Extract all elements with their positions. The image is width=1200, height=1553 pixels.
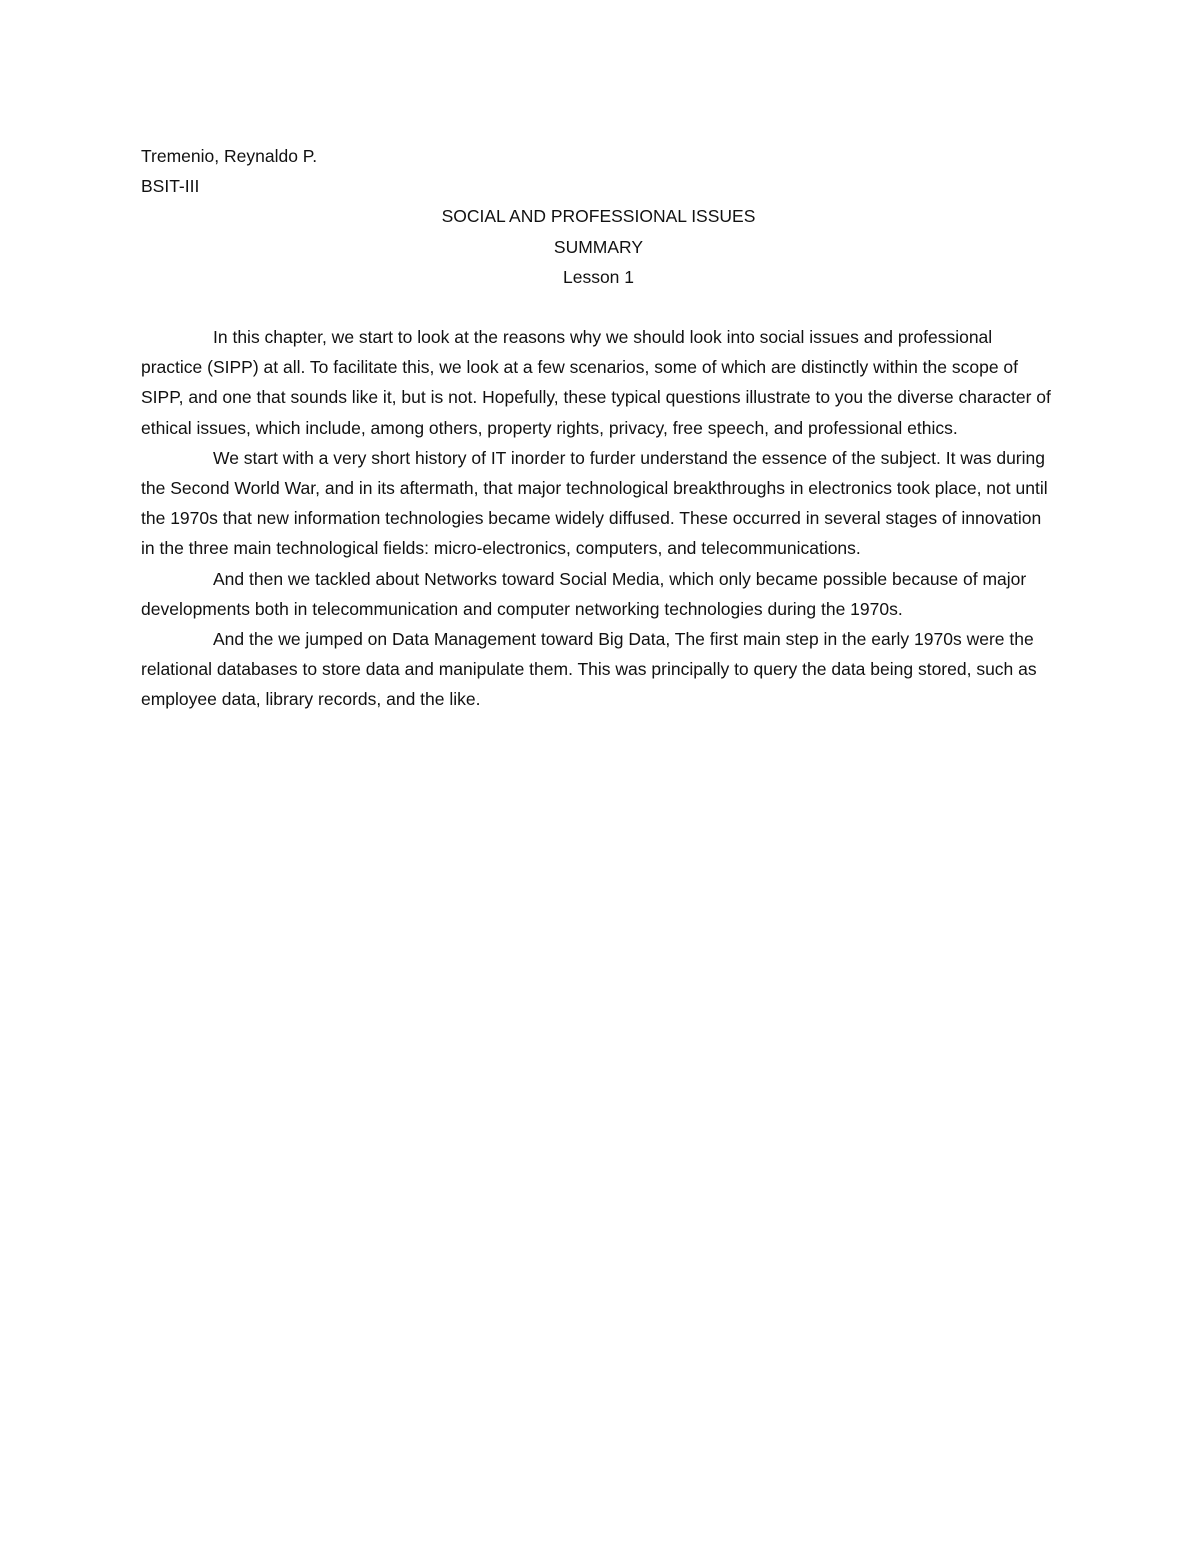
summary-paragraph-3: And then we tackled about Networks toward Social Media, which only became possible because of major developments both in telecommunication and computer networking technologies during the 1970s. xyxy=(141,568,1027,619)
blank-line xyxy=(141,292,1056,322)
document-title: SOCIAL AND PROFESSIONAL ISSUES xyxy=(441,206,756,227)
summary-body xyxy=(141,322,1056,715)
lesson-label: Lesson 1 xyxy=(562,266,635,287)
summary-paragraph-1: In this chapter, we start to look at the reasons why we should look into social issues and professional practice (SIPP) at all. To facilitate this, we look at a few scenarios, some of which are distinctly within the scope of SIPP, and one that sounds like it, but is not. Hopefully, these typical questions illustrate to you the diverse character of ethical issues, which include, among others, property rights, privacy, free speech, and professional ethics. xyxy=(141,327,1051,438)
document-content xyxy=(141,141,1056,715)
course-label: BSIT-III xyxy=(141,176,200,197)
summary-paragraph-4: And the we jumped on Data Management toward Big Data, The first main step in the early 1970s were the relational databases to store data and manipulate them. This was principally to query the data being stored, such as employee data, library records, and the like. xyxy=(141,629,1037,710)
document-subtitle: SUMMARY xyxy=(553,236,644,257)
author-name: Tremenio, Reynaldo P. xyxy=(141,146,318,166)
summary-paragraph-2: We start with a very short history of IT inorder to furder understand the essence of the subject. It was during the Second World War, and in its aftermath, that major technological breakthroughs in electronics took place, not until the 1970s that new information technologies became widely diffused. These occurred in several stages of innovation in the three main technological fields: micro-electronics, computers, and telecommunications. xyxy=(141,447,1048,559)
